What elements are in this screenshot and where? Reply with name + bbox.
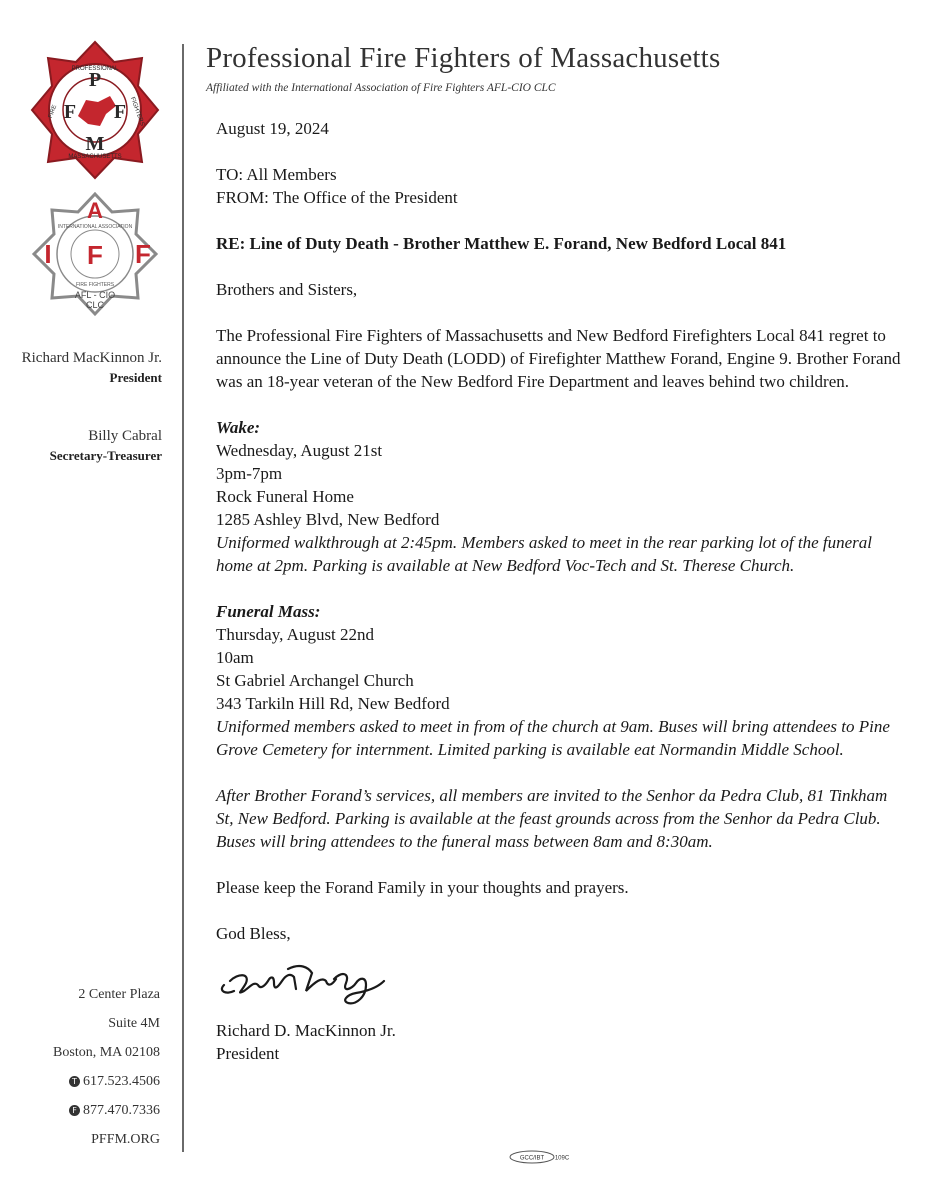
- svg-text:P: P: [88, 69, 102, 91]
- address-block: [0, 987, 160, 1161]
- letter-to: TO: All Members: [216, 165, 337, 184]
- letter-intro: The Professional Fire Fighters of Massachusetts and New Bedford Firefighters Local 841 regret to announce the Line of Duty Death (LODD) of Firefighter Matthew Forand, Engine 9. Brother Forand was an 18-year veteran of the New Bedford Fire Department and leaves behind two children.: [216, 326, 901, 391]
- signer-title: President: [216, 1044, 280, 1063]
- org-affiliation: Affiliated with the International Association of Fire Fighters AFL-CIO CLC: [206, 82, 556, 94]
- svg-text:FIRE: FIRE: [47, 104, 59, 120]
- letter-subject: RE: Line of Duty Death - Brother Matthew E. Forand, New Bedford Local 841: [216, 234, 787, 253]
- address-line: Boston, MA 02108: [53, 1045, 160, 1060]
- svg-text:M: M: [85, 133, 105, 155]
- letter-body: [216, 117, 906, 1065]
- funeral-place: St Gabriel Archangel Church: [216, 671, 414, 690]
- valediction: God Bless,: [216, 924, 291, 943]
- funeral-day: Thursday, August 22nd: [216, 625, 375, 644]
- officer-president: [2, 350, 162, 386]
- svg-text:F: F: [63, 101, 77, 123]
- svg-text:GCC/IBT: GCC/IBT: [519, 1155, 545, 1162]
- signer-name: Richard D. MacKinnon Jr.: [216, 1021, 396, 1040]
- iaff-logo: [30, 192, 160, 317]
- fax-icon: F: [69, 1105, 80, 1116]
- svg-text:PROFESSIONAL: PROFESSIONAL: [71, 66, 119, 72]
- svg-text:F: F: [113, 101, 127, 123]
- funeral-time: 10am: [216, 648, 254, 667]
- wake-note: Uniformed walkthrough at 2:45pm. Members asked to meet in the rear parking lot of the funeral home at 2pm. Parking is available at New Bedford Voc-Tech and St. Therese Church.: [216, 533, 872, 575]
- officer-secretary-treasurer: [2, 428, 162, 464]
- signature: [216, 951, 906, 1019]
- svg-text:FIRE FIGHTERS: FIRE FIGHTERS: [75, 282, 115, 288]
- wake-address: 1285 Ashley Blvd, New Bedford: [216, 510, 440, 529]
- svg-text:A: A: [87, 198, 103, 223]
- svg-text:I: I: [44, 239, 52, 269]
- org-name: Professional Fire Fighters of Massachusetts: [206, 42, 721, 74]
- svg-text:CLC: CLC: [85, 300, 105, 310]
- wake-time: 3pm-7pm: [216, 464, 283, 483]
- after-services-note: After Brother Forand’s services, all members are invited to the Senhor da Pedra Club, 81 Tinkham St, New Bedford. Parking is available at the feast grounds across from the Senhor da Pedra Club. Buses will bring attendees to the funeral mass between 8am and 8:30am.: [216, 786, 888, 851]
- fax-row: [0, 1103, 160, 1132]
- svg-text:AFL - CIO: AFL - CIO: [74, 290, 116, 300]
- svg-text:F: F: [135, 239, 151, 269]
- svg-text:MASSACHUSETTS: MASSACHUSETTS: [68, 154, 122, 160]
- union-seal: [508, 1150, 570, 1169]
- address-line: 2 Center Plaza: [78, 987, 160, 1002]
- letter-salutation: Brothers and Sisters,: [216, 280, 358, 299]
- wake-heading: Wake:: [216, 418, 261, 437]
- address-line: Suite 4M: [108, 1016, 160, 1031]
- website-link[interactable]: PFFM.ORG: [91, 1132, 160, 1147]
- funeral-heading: Funeral Mass:: [216, 602, 321, 621]
- officer-title: Secretary-Treasurer: [49, 448, 162, 463]
- phone-number[interactable]: 617.523.4506: [83, 1074, 160, 1089]
- sidebar: [0, 0, 180, 1200]
- funeral-address: 343 Tarkiln Hill Rd, New Bedford: [216, 694, 450, 713]
- svg-text:F: F: [87, 240, 103, 270]
- wake-day: Wednesday, August 21st: [216, 441, 383, 460]
- wake-place: Rock Funeral Home: [216, 487, 354, 506]
- fax-number[interactable]: 877.470.7336: [83, 1103, 160, 1118]
- letter-from: FROM: The Office of the President: [216, 188, 458, 207]
- closing-line: Please keep the Forand Family in your thoughts and prayers.: [216, 878, 629, 897]
- officer-name: Richard MacKinnon Jr.: [21, 350, 162, 366]
- svg-text:INTERNATIONAL ASSOCIATION: INTERNATIONAL ASSOCIATION: [57, 224, 133, 230]
- pffm-logo: [30, 40, 160, 180]
- funeral-note: Uniformed members asked to meet in from of the church at 9am. Buses will bring attendees to Pine Grove Cemetery for internment. Limited parking is available eat Normandin Middle School.: [216, 717, 890, 759]
- phone-row: [0, 1074, 160, 1103]
- letter-date: August 19, 2024: [216, 119, 329, 138]
- officer-name: Billy Cabral: [88, 428, 162, 444]
- phone-icon: T: [69, 1076, 80, 1087]
- officer-title: President: [109, 370, 162, 385]
- svg-text:FIGHTERS: FIGHTERS: [128, 96, 145, 127]
- svg-text:109C: 109C: [554, 1155, 570, 1162]
- vertical-divider: [182, 44, 184, 1152]
